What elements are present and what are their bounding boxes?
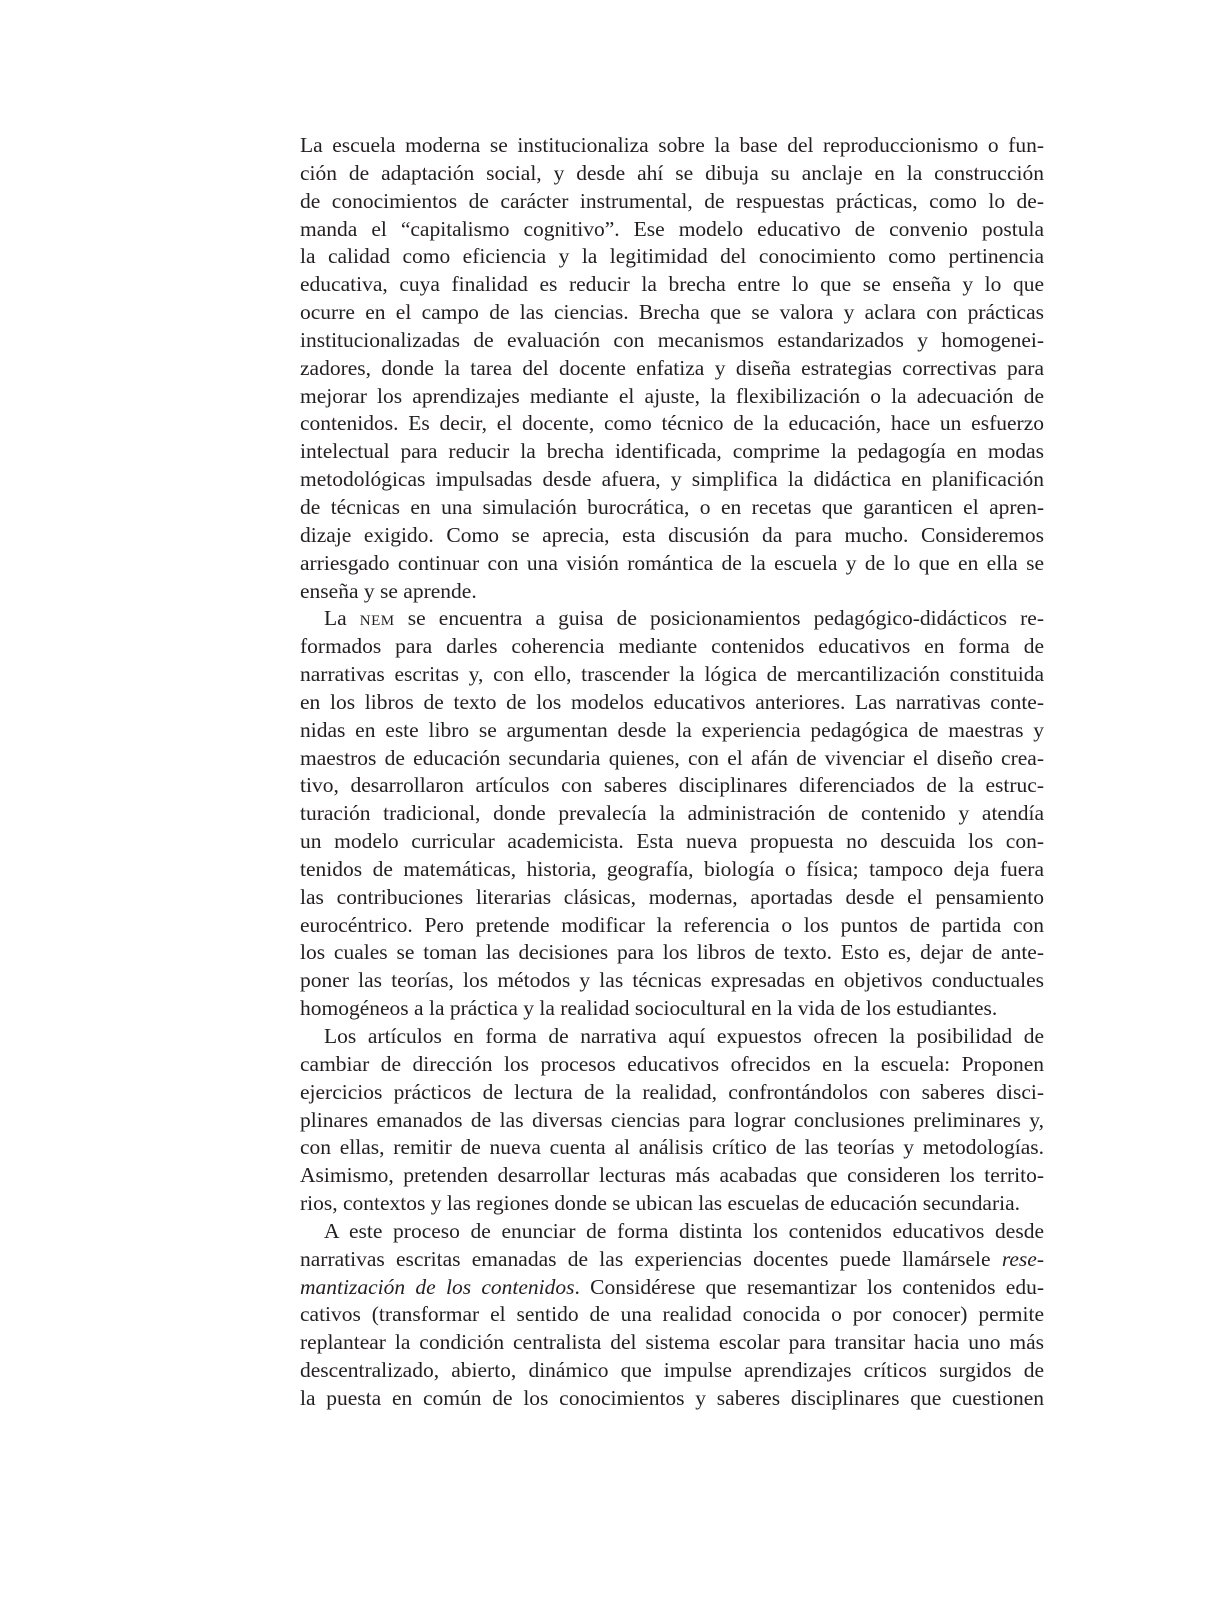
- text-line: educativa, cuya finalidad es reducir la brecha entre lo que se enseña y lo que: [300, 272, 1044, 297]
- italic-term: mantización de los contenidos: [300, 1274, 575, 1299]
- text-line: con ellas, remitir de nueva cuenta al análisis crítico de las teorías y metodologías.: [300, 1135, 1044, 1160]
- text-line: ejercicios prácticos de lectura de la realidad, confrontándolos con saberes disci-: [300, 1079, 1044, 1104]
- text-line: cambiar de dirección los procesos educativos ofrecidos en la escuela: Proponen: [300, 1051, 1044, 1076]
- text-line: mejorar los aprendizajes mediante el ajuste, la flexibilización o la adecuación de: [300, 383, 1044, 408]
- text-line: descentralizado, abierto, dinámico que impulse aprendizajes críticos surgidos de: [300, 1358, 1044, 1383]
- text-line: tenidos de matemáticas, historia, geografía, biología o física; tampoco deja fuera: [300, 856, 1044, 881]
- text-line: Los artículos en forma de narrativa aquí expuestos ofrecen la posibilidad de: [324, 1024, 1044, 1048]
- text-line: las contribuciones literarias clásicas, modernas, aportadas desde el pensamiento: [300, 884, 1044, 909]
- text-line: maestros de educación secundaria quienes, con el afán de vivenciar el diseño crea-: [300, 745, 1044, 770]
- text-line: ción de adaptación social, y desde ahí se dibuja su anclaje en la construcción: [300, 160, 1044, 185]
- text-line: la puesta en común de los conocimientos y saberes disciplinares que cuestionen: [300, 1385, 1044, 1410]
- text-run: . Considérese que resemantizar los contenidos edu-: [574, 1274, 1045, 1299]
- text-run: se encuentra a guisa de posicionamientos pedagógico-didácticos re-: [394, 606, 1044, 631]
- text-line: [300, 1246, 1044, 1274]
- text-line: de conocimientos de carácter instrumental, de respuestas prácticas, como lo de-: [300, 188, 1044, 213]
- text-line: arriesgado continuar con una visión romántica de la escuela y de lo que en ella se: [300, 550, 1044, 575]
- text-line: eurocéntrico. Pero pretende modificar la referencia o los puntos de partida con: [300, 912, 1044, 937]
- text-line: plinares emanados de las diversas ciencias para lograr conclusiones preliminares y,: [300, 1107, 1044, 1132]
- text-line: [300, 1274, 1044, 1302]
- text-line: la calidad como eficiencia y la legitimidad del conocimiento como pertinencia: [300, 244, 1044, 269]
- body-text: [300, 132, 1044, 1413]
- italic-term: rese-: [1001, 1246, 1044, 1271]
- text-line: de técnicas en una simulación burocrática, o en recetas que garanticen el apren-: [300, 494, 1044, 519]
- acronym-nem: nem: [359, 606, 395, 631]
- text-line: institucionalizadas de evaluación con mecanismos estandarizados y homogenei-: [300, 327, 1044, 352]
- text-line: Asimismo, pretenden desarrollar lecturas más acabadas que consideren los territo-: [300, 1163, 1044, 1188]
- text-run: La: [324, 606, 360, 631]
- text-line: metodológicas impulsadas desde afuera, y simplifica la didáctica en planificación: [300, 467, 1044, 492]
- text-line: intelectual para reducir la brecha identificada, comprime la pedagogía en modas: [300, 439, 1044, 464]
- text-line: zadores, donde la tarea del docente enfatiza y diseña estrategias correctivas para: [300, 355, 1044, 380]
- text-line: cativos (transformar el sentido de una realidad conocida o por conocer) permite: [300, 1302, 1044, 1327]
- text-line: [300, 605, 1044, 633]
- text-line: La escuela moderna se institucionaliza sobre la base del reproduccionismo o fun-: [300, 133, 1044, 157]
- text-line: formados para darles coherencia mediante contenidos educativos en forma de: [300, 634, 1044, 659]
- text-line: contenidos. Es decir, el docente, como técnico de la educación, hace un esfuerzo: [300, 411, 1044, 436]
- text-line: homogéneos a la práctica y la realidad sociocultural en la vida de los estudiantes.: [300, 996, 998, 1021]
- text-line: replantear la condición centralista del sistema escolar para transitar hacia uno más: [300, 1330, 1044, 1355]
- text-line: narrativas escritas y, con ello, trascender la lógica de mercantilización constituida: [300, 662, 1044, 687]
- text-line: manda el “capitalismo cognitivo”. Ese modelo educativo de convenio postula: [300, 216, 1044, 241]
- text-line: un modelo curricular academicista. Esta nueva propuesta no descuida los con-: [300, 829, 1044, 854]
- text-line: ocurre en el campo de las ciencias. Brecha que se valora y aclara con prácticas: [300, 300, 1044, 325]
- text-line: A este proceso de enunciar de forma distinta los contenidos educativos desde: [324, 1218, 1044, 1243]
- text-line: dizaje exigido. Como se aprecia, esta discusión da para mucho. Consideremos: [300, 522, 1044, 547]
- text-line: los cuales se toman las decisiones para los libros de texto. Esto es, dejar de ante-: [300, 940, 1044, 965]
- text-line: rios, contextos y las regiones donde se ubican las escuelas de educación secundaria.: [300, 1191, 1020, 1216]
- text-line: enseña y se aprende.: [300, 578, 477, 603]
- text-line: poner las teorías, los métodos y las técnicas expresadas en objetivos conductuales: [300, 968, 1044, 993]
- text-line: nidas en este libro se argumentan desde la experiencia pedagógica de maestras y: [300, 717, 1044, 742]
- text-line: turación tradicional, donde prevalecía la administración de contenido y atendía: [300, 801, 1044, 826]
- text-run: narrativas escritas emanadas de las experiencias docentes puede llamársele: [300, 1246, 1002, 1271]
- text-line: en los libros de texto de los modelos educativos anteriores. Las narrativas conte-: [300, 689, 1044, 714]
- text-line: tivo, desarrollaron artículos con saberes disciplinares diferenciados de la estruc-: [300, 773, 1044, 798]
